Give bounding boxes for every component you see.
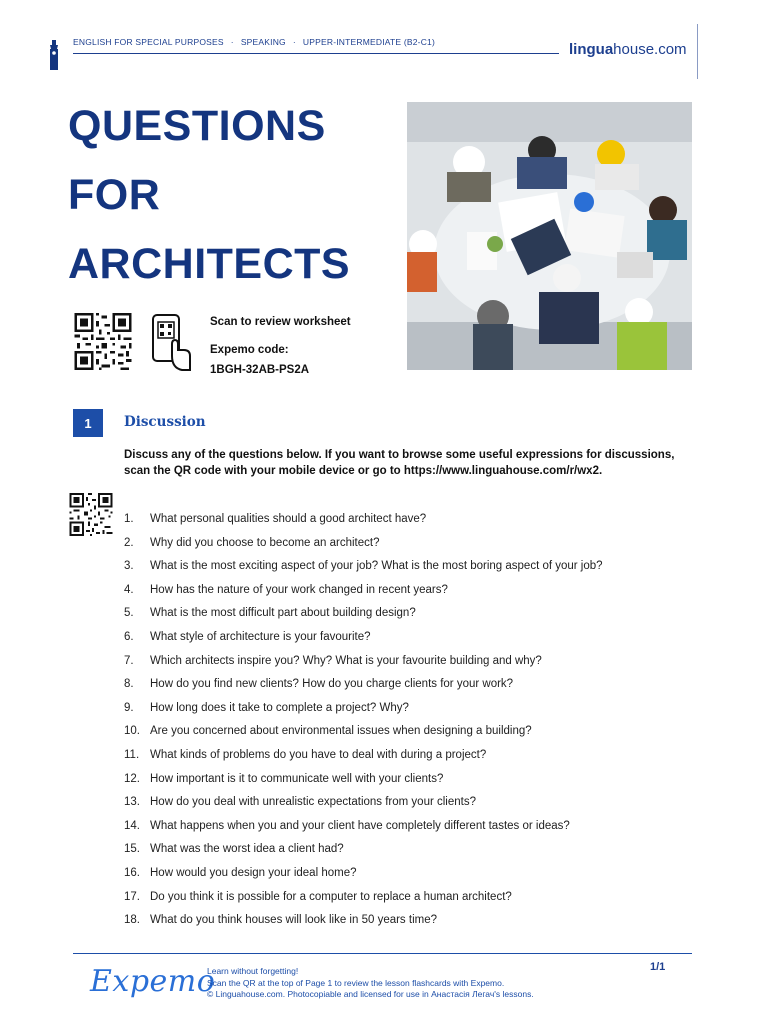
- expemo-logo[interactable]: Expemo: [90, 964, 216, 999]
- question-text: What kinds of problems do you have to deal with during a project?: [150, 748, 487, 761]
- list-item: [124, 673, 704, 697]
- question-number: 14.: [124, 819, 140, 832]
- question-text: Are you concerned about environmental issues when designing a building?: [150, 725, 532, 738]
- list-item: [124, 555, 704, 579]
- question-text: Why did you choose to become an architect?: [150, 536, 380, 549]
- crumb-separator: ·: [230, 37, 234, 47]
- expemo-code: 1BGH-32AB-PS2A: [210, 364, 310, 376]
- list-item: [124, 815, 704, 839]
- question-text: Do you think it is possible for a computer to replace a human architect?: [150, 890, 512, 903]
- qr-code-icon[interactable]: [68, 493, 114, 536]
- question-text: What is the most exciting aspect of your job? What is the most boring aspect of your job?: [150, 560, 603, 573]
- list-item: [124, 650, 704, 674]
- title-line: ARCHITECTS: [68, 240, 351, 288]
- title-line: FOR: [68, 171, 161, 219]
- page-number: 1/1: [650, 961, 666, 973]
- footer-divider: [73, 953, 692, 954]
- qr-code-icon[interactable]: [73, 313, 133, 370]
- question-number: 5.: [124, 607, 134, 620]
- question-text: How important is it to communicate well with your clients?: [150, 772, 444, 785]
- brand-bold: lingua: [569, 41, 614, 58]
- breadcrumb: [73, 37, 435, 47]
- question-text: What happens when you and your client have completely different tastes or ideas?: [150, 819, 570, 832]
- crumb-level: UPPER-INTERMEDIATE (B2-C1): [302, 37, 435, 47]
- list-item: [124, 791, 704, 815]
- question-text: How do you deal with unrealistic expectations from your clients?: [150, 796, 476, 809]
- brand-logo[interactable]: [569, 41, 687, 58]
- question-number: 9.: [124, 701, 134, 714]
- list-item: [124, 862, 704, 886]
- question-number: 4.: [124, 583, 134, 596]
- phone-scan-icon: [150, 312, 192, 372]
- page-title: [68, 92, 388, 299]
- list-item: [124, 626, 704, 650]
- architects-meeting-photo: [407, 102, 692, 370]
- list-item: [124, 909, 704, 933]
- list-item: [124, 532, 704, 556]
- question-number: 17.: [124, 890, 140, 903]
- question-text: How has the nature of your work changed in recent years?: [150, 583, 448, 596]
- question-text: How would you design your ideal home?: [150, 866, 357, 879]
- question-number: 1.: [124, 513, 134, 525]
- footer-tagline: Learn without forgetting!: [207, 966, 299, 976]
- question-number: 16.: [124, 866, 140, 879]
- list-item: [124, 508, 704, 532]
- scan-info: [210, 312, 351, 380]
- question-number: 2.: [124, 536, 134, 549]
- question-number: 3.: [124, 560, 134, 573]
- section-instructions: Discuss any of the questions below. If you want to browse some useful expressions for discussions, scan the QR code with your mobile device or go to https://www.linguahouse.com/r/wx2.: [124, 449, 675, 477]
- question-number: 7.: [124, 654, 134, 667]
- question-list: [124, 508, 704, 933]
- list-item: [124, 720, 704, 744]
- question-text: What do you think houses will look like in 50 years time?: [150, 914, 438, 927]
- footer-copyright: © Linguahouse.com. Photocopiable and licensed for use in Анастасія Легач's lessons.: [207, 989, 534, 999]
- footer-note: [207, 966, 534, 1001]
- question-text: What style of architecture is your favourite?: [150, 630, 371, 643]
- question-number: 13.: [124, 796, 140, 809]
- section-title: Discussion: [124, 414, 206, 430]
- question-number: 18.: [124, 914, 140, 927]
- question-number: 10.: [124, 725, 140, 738]
- question-text: What personal qualities should a good architect have?: [150, 513, 427, 525]
- list-item: [124, 744, 704, 768]
- list-item: [124, 886, 704, 910]
- list-item: [124, 768, 704, 792]
- section-number-badge: 1: [73, 409, 103, 437]
- expemo-code-label: Expemo code:: [210, 344, 289, 356]
- list-item: [124, 838, 704, 862]
- question-text: What was the worst idea a client had?: [150, 843, 344, 856]
- list-item: [124, 579, 704, 603]
- crumb-separator: ·: [292, 37, 296, 47]
- question-text: What is the most difficult part about building design?: [150, 607, 416, 620]
- question-text: How long does it take to complete a project? Why?: [150, 701, 409, 714]
- question-text: How do you find new clients? How do you charge clients for your work?: [150, 678, 514, 691]
- list-item: [124, 602, 704, 626]
- list-item: [124, 697, 704, 721]
- crumb-skill: SPEAKING: [240, 37, 286, 47]
- question-text: Which architects inspire you? Why? What is your favourite building and why?: [150, 654, 542, 667]
- question-number: 8.: [124, 678, 134, 691]
- question-number: 6.: [124, 630, 134, 643]
- question-number: 15.: [124, 843, 140, 856]
- tower-icon: [48, 40, 60, 70]
- question-number: 11.: [124, 748, 140, 761]
- question-number: 12.: [124, 772, 140, 785]
- footer-instruction: Scan the QR at the top of Page 1 to review the lesson flashcards with Expemo.: [207, 977, 505, 988]
- title-line: QUESTIONS: [68, 102, 326, 150]
- header-divider: [73, 53, 559, 54]
- crumb-category: ENGLISH FOR SPECIAL PURPOSES: [73, 37, 224, 47]
- brand-rest: house.com: [613, 41, 687, 58]
- brand-divider: [697, 24, 698, 79]
- scan-label: Scan to review worksheet: [210, 316, 351, 328]
